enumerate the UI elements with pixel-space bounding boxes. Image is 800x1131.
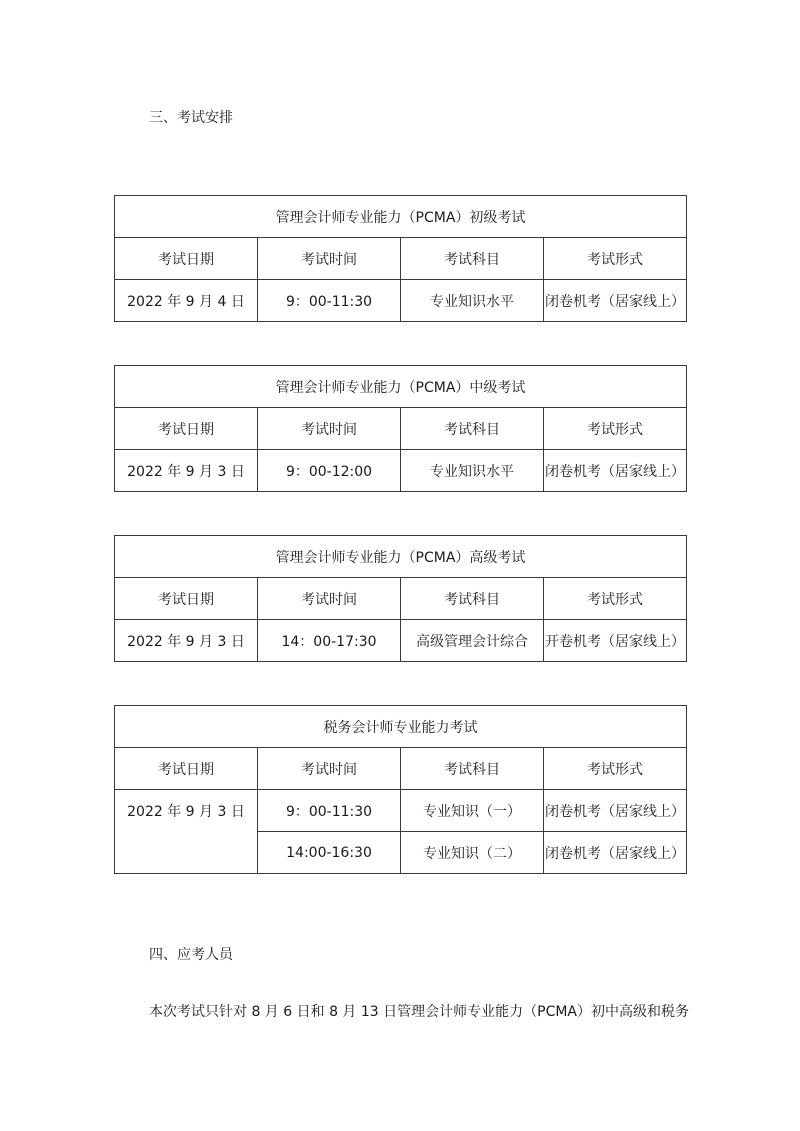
cell-subject: 高级管理会计综合 (401, 620, 544, 662)
cell-date: 2022 年 9 月 3 日 (115, 450, 258, 492)
cell-date: 2022 年 9 月 3 日 (115, 790, 258, 874)
header-cell-date: 考试日期 (115, 238, 258, 280)
cell-format: 闭卷机考（居家线上） (544, 832, 687, 874)
table-title: 管理会计师专业能力（PCMA）中级考试 (115, 366, 687, 408)
header-cell-date: 考试日期 (115, 578, 258, 620)
table-title-row (115, 706, 687, 748)
table-title: 管理会计师专业能力（PCMA）初级考试 (115, 196, 687, 238)
table-row (115, 790, 687, 832)
header-cell-subject: 考试科目 (401, 578, 544, 620)
cell-subject: 专业知识水平 (401, 280, 544, 322)
table-row (115, 450, 687, 492)
exam-table-advanced (114, 535, 687, 662)
header-cell-date: 考试日期 (115, 408, 258, 450)
table-header-row (115, 408, 687, 450)
header-cell-date: 考试日期 (115, 748, 258, 790)
table-row (115, 620, 687, 662)
section-heading-exam-schedule: 三、考试安排 (149, 110, 233, 126)
cell-format: 闭卷机考（居家线上） (544, 450, 687, 492)
header-cell-subject: 考试科目 (401, 408, 544, 450)
cell-format: 闭卷机考（居家线上） (544, 790, 687, 832)
cell-subject: 专业知识水平 (401, 450, 544, 492)
cell-time: 9：00-11:30 (258, 280, 401, 322)
header-cell-format: 考试形式 (544, 748, 687, 790)
header-cell-format: 考试形式 (544, 238, 687, 280)
table-title: 税务会计师专业能力考试 (115, 706, 687, 748)
cell-date: 2022 年 9 月 4 日 (115, 280, 258, 322)
table-header-row (115, 238, 687, 280)
table-row (115, 280, 687, 322)
header-cell-time: 考试时间 (258, 748, 401, 790)
cell-format: 开卷机考（居家线上） (544, 620, 687, 662)
table-header-row (115, 578, 687, 620)
cell-time: 9：00-12:00 (258, 450, 401, 492)
header-cell-time: 考试时间 (258, 238, 401, 280)
cell-format: 闭卷机考（居家线上） (544, 280, 687, 322)
table-title-row (115, 366, 687, 408)
cell-subject: 专业知识（一） (401, 790, 544, 832)
cell-subject: 专业知识（二） (401, 832, 544, 874)
exam-table-tax (114, 705, 687, 874)
header-cell-format: 考试形式 (544, 408, 687, 450)
table-title: 管理会计师专业能力（PCMA）高级考试 (115, 536, 687, 578)
eligibility-paragraph: 本次考试只针对 8 月 6 日和 8 月 13 日管理会计师专业能力（PCMA）初中高级和税务 (149, 1004, 690, 1020)
exam-table-intermediate (114, 365, 687, 492)
header-cell-time: 考试时间 (258, 578, 401, 620)
table-header-row (115, 748, 687, 790)
header-cell-format: 考试形式 (544, 578, 687, 620)
header-cell-subject: 考试科目 (401, 748, 544, 790)
table-title-row (115, 196, 687, 238)
exam-table-primary (114, 195, 687, 322)
cell-date: 2022 年 9 月 3 日 (115, 620, 258, 662)
section-heading-eligible-candidates: 四、应考人员 (149, 947, 233, 963)
cell-time: 9：00-11:30 (258, 790, 401, 832)
header-cell-time: 考试时间 (258, 408, 401, 450)
cell-time: 14：00-17:30 (258, 620, 401, 662)
table-title-row (115, 536, 687, 578)
header-cell-subject: 考试科目 (401, 238, 544, 280)
cell-time: 14:00-16:30 (258, 832, 401, 874)
